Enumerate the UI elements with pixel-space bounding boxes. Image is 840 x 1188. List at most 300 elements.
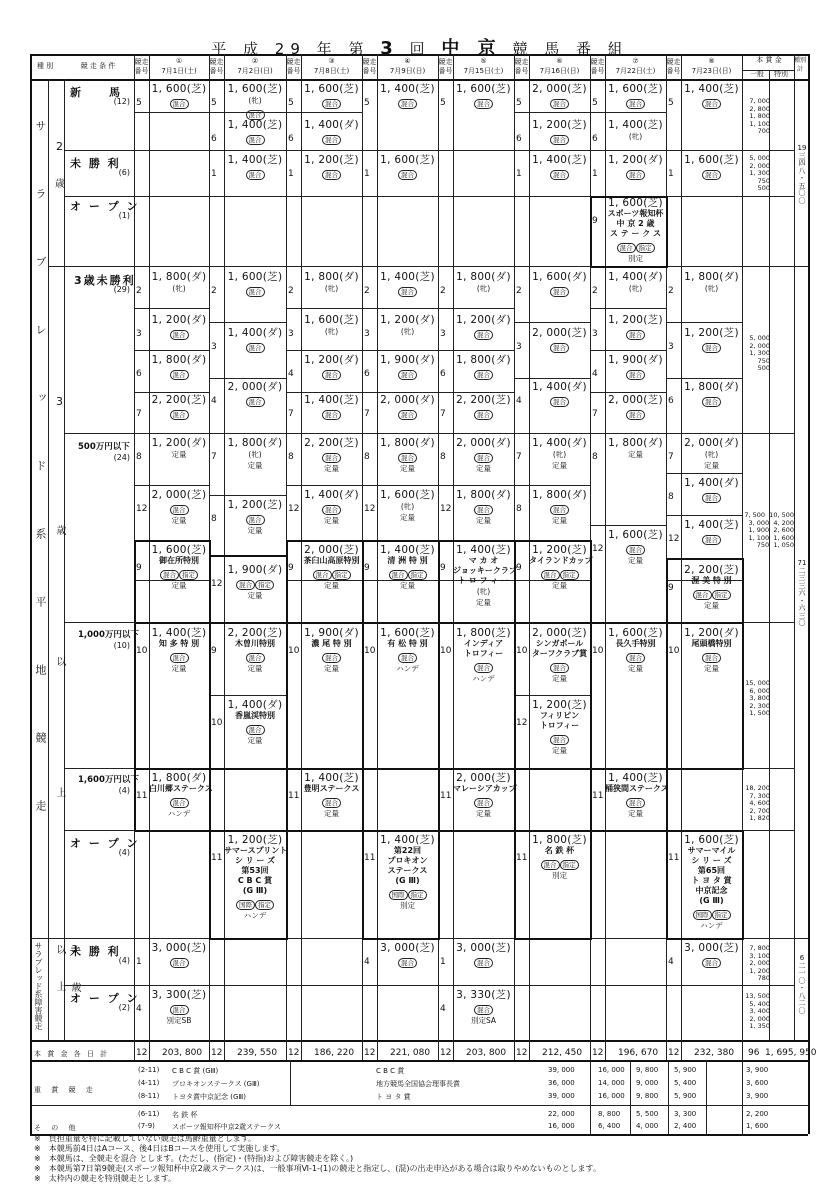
race-condition: (牝) <box>248 450 262 459</box>
race-mark: 混合 <box>398 653 417 663</box>
header-total-special: 特別 <box>774 70 788 78</box>
day-5-total: 203, 800 <box>466 1048 507 1058</box>
race-mark: 混合 <box>550 343 569 353</box>
race-number: 5 <box>516 98 522 108</box>
rule-h <box>286 350 362 351</box>
race-condition: (牝) <box>248 96 262 105</box>
race-number: 5 <box>364 98 370 108</box>
race-name: マレーシアカップ <box>453 784 517 793</box>
race-name: 御在所特別 <box>159 556 199 565</box>
race-body <box>149 355 209 380</box>
awards-label: 重 賞 競 走 <box>34 1086 97 1094</box>
race-distance: 3, 000(芝) <box>151 942 207 954</box>
race-body <box>529 628 590 684</box>
race-distance: 2, 000(芝) <box>532 327 587 339</box>
race-mark: 混合 <box>246 343 265 353</box>
race-weight: 定量 <box>247 591 263 600</box>
race-mark-row <box>377 449 438 463</box>
race-condition: (牝) <box>172 284 186 293</box>
race-mark: 混合 <box>550 505 569 515</box>
race-distance: 1, 600(芝) <box>608 197 663 209</box>
footnote-1: ※ 負担重量を特に記載していない競走は馬齢重量とします。 <box>34 1134 257 1143</box>
prize-block-4: 7, 500 10, 500 3, 000 4, 200 1, 900 2, 600 1, 100 1, 600 750 1, 050 <box>744 511 794 549</box>
rule-h <box>134 112 209 113</box>
race-body <box>377 490 438 523</box>
race-name: 渥 美 特 別 <box>691 576 732 585</box>
race-body <box>453 84 514 109</box>
prize-block-5: 15, 000 6, 000 3, 800 2, 300 1, 500 <box>745 679 770 717</box>
race-body <box>605 628 666 674</box>
race-number: 3 <box>364 329 370 339</box>
class-3-count: (1) <box>118 211 130 220</box>
race-weight: 定量 <box>476 464 491 473</box>
race-distance: 1, 600(ダ) <box>532 271 587 283</box>
header-race-no-5: 競走 番号 <box>438 58 453 75</box>
race-number: 1 <box>211 169 217 179</box>
race-distance: 2, 000(ダ) <box>684 437 739 449</box>
race-name: マ カ オ ジョッキークラブ ト ロ フ ィ ー <box>453 556 517 585</box>
race-body <box>681 155 742 180</box>
race-distance: 2, 000(ダ) <box>227 381 283 393</box>
race-mark: 混合 <box>322 505 341 515</box>
race-distance: 1, 800(ダ) <box>227 437 283 449</box>
header-race-no-6: 競走 番号 <box>514 58 529 75</box>
race-mark-row <box>529 131 590 145</box>
race-distance: 1, 800(ダ) <box>456 489 511 501</box>
race-number: 2 <box>592 286 598 296</box>
race-mark-row <box>301 366 362 380</box>
race-mark: 混合 <box>474 798 493 808</box>
rule-h <box>64 196 794 197</box>
race-number: 9 <box>364 563 370 573</box>
header-race-no-7: 競走 番号 <box>590 58 605 75</box>
race-mark-row <box>377 283 438 297</box>
race-number: 5 <box>440 98 446 108</box>
race-mark-row <box>301 449 362 463</box>
race-distance: 3, 000(芝) <box>456 942 511 954</box>
race-distance: 2, 000(芝) <box>532 83 587 95</box>
race-mark-row <box>453 449 514 463</box>
race-weight: ハンデ <box>700 921 723 930</box>
race-mark: 指定 <box>408 890 427 900</box>
race-number: 3 <box>136 329 142 339</box>
race-mark: 混合 <box>474 410 493 420</box>
race-body <box>377 545 438 591</box>
race-weight: 定量 <box>324 464 339 473</box>
race-number: 1 <box>288 169 294 179</box>
race-mark: 混合 <box>322 653 341 663</box>
race-mark: 混合 <box>541 570 560 580</box>
race-weight: 定量 <box>476 598 491 607</box>
header-total-general: 一般 <box>750 70 764 78</box>
race-number: 4 <box>668 957 674 967</box>
race-body <box>149 272 209 294</box>
race-body <box>529 490 590 526</box>
race-mark: 混合 <box>322 410 341 420</box>
race-name: 桶狭間ステークス <box>605 784 669 793</box>
race-number: 9 <box>136 563 142 573</box>
race-number: 10 <box>668 646 680 656</box>
race-mark-row <box>149 794 209 808</box>
race-mark: 混合 <box>398 410 417 420</box>
award-3-race: トヨタ賞中京記念 (GⅢ) <box>172 1093 246 1101</box>
class-7-count: (4) <box>118 786 130 795</box>
race-body <box>605 198 666 264</box>
race-number: 4 <box>592 369 598 379</box>
other-2-race: スポーツ報知杯中京2歳ステークス <box>172 1123 281 1131</box>
race-mark-row <box>529 731 590 745</box>
award-1-value-5: 3, 900 <box>746 1066 769 1074</box>
race-number: 11 <box>516 853 528 863</box>
race-body <box>681 835 742 931</box>
rule-h <box>514 322 590 323</box>
race-body <box>681 628 742 674</box>
class-2-name: 未 勝 利 <box>70 157 121 170</box>
class-10-name: オ ー プ ン <box>70 992 140 1005</box>
race-mark: 混合 <box>170 370 189 380</box>
day-6-date: 7月16日(日) <box>539 67 580 75</box>
race-number: 1 <box>592 169 598 179</box>
race-distance: 1, 800(ダ) <box>456 354 511 366</box>
grand-count: 96 <box>748 1048 760 1058</box>
race-distance: 3, 000(芝) <box>684 942 739 954</box>
race-body <box>681 382 742 407</box>
race-number: 11 <box>668 853 680 863</box>
race-mark: 混合 <box>474 958 493 968</box>
race-number: 5 <box>211 98 217 108</box>
race-body <box>529 120 590 145</box>
day-7-date: 7月22日(土) <box>615 67 656 75</box>
race-mark-row <box>301 566 362 580</box>
race-mark: 混合 <box>626 170 645 180</box>
race-mark-row <box>529 393 590 407</box>
race-mark-row <box>605 326 666 340</box>
race-number: 4 <box>211 396 217 406</box>
race-mark: 混合 <box>474 330 493 340</box>
race-weight: ハンデ <box>167 809 191 818</box>
side-age3: 3 <box>56 395 63 408</box>
race-body <box>301 120 362 145</box>
race-body <box>453 355 514 380</box>
race-distance: 1, 600(芝) <box>608 83 663 95</box>
race-mark-row <box>453 95 514 109</box>
side-age2-unit: 歳 <box>55 179 65 190</box>
day-1-race-count: 12 <box>136 1048 148 1058</box>
race-body <box>377 272 438 297</box>
race-number: 7 <box>288 409 294 419</box>
race-condition: (牝) <box>400 502 415 511</box>
prize-block-7: 7, 800 3, 100 2, 000 1, 200 780 <box>749 944 770 982</box>
race-mark: 混合 <box>550 663 569 673</box>
race-weight: 定量 <box>247 461 263 470</box>
rule-h <box>134 392 209 393</box>
race-name: 尾頭橋特別 <box>691 639 732 648</box>
rule-h <box>64 150 794 151</box>
race-mark: 混合 <box>398 170 417 180</box>
race-name: フィリピン トロフィー <box>539 711 580 730</box>
race-body <box>149 545 209 591</box>
race-weight: 定量 <box>171 581 187 590</box>
race-mark-row <box>149 649 209 663</box>
race-weight: 定量 <box>476 516 491 525</box>
race-distance: 1, 200(芝) <box>532 699 587 711</box>
race-mark: 指定 <box>712 590 731 600</box>
race-distance: 1, 800(ダ) <box>151 271 207 283</box>
race-body <box>453 772 517 819</box>
race-body <box>529 544 593 591</box>
race-number: 12 <box>440 504 452 514</box>
race-distance: 1, 400(芝) <box>608 119 663 131</box>
race-number: 1 <box>136 957 142 967</box>
day-8-number: ⑧ <box>708 57 715 65</box>
other-2-ref: (7-9) <box>138 1122 155 1130</box>
race-number: 9 <box>211 646 217 656</box>
race-mark: 混合 <box>170 410 189 420</box>
race-body <box>605 84 666 109</box>
race-mark: 混合 <box>617 243 636 253</box>
race-mark-row <box>377 566 438 580</box>
race-body <box>377 84 438 109</box>
race-name: 名 鉄 杯 <box>544 846 575 855</box>
rule-h <box>590 350 666 351</box>
race-body <box>377 628 438 674</box>
race-weight: 定量 <box>552 581 567 590</box>
race-mark: 混合 <box>693 590 712 600</box>
race-distance: 1, 400(芝) <box>684 519 739 531</box>
class-4-count: (29) <box>113 285 130 294</box>
race-distance: 1, 900(ダ) <box>608 354 663 366</box>
race-mark: 混合 <box>702 653 721 663</box>
award-2-value-2: 14, 000 <box>598 1079 625 1087</box>
race-body <box>377 835 438 911</box>
race-distance: 1, 400(ダ) <box>304 119 359 131</box>
race-distance: 1, 400(芝) <box>227 119 283 131</box>
race-distance: 1, 900(ダ) <box>380 354 435 366</box>
race-mark-row <box>301 131 362 145</box>
race-mark-row <box>681 166 742 180</box>
race-mark: 混合 <box>246 397 265 407</box>
rule-v <box>794 54 795 1040</box>
race-number: 9 <box>668 583 674 593</box>
race-body <box>149 628 209 674</box>
race-mark-row <box>377 406 438 420</box>
race-weight: 別定 <box>400 901 415 910</box>
race-body <box>224 328 286 353</box>
race-distance: 1, 400(芝) <box>684 83 739 95</box>
award-2-value-4: 5, 400 <box>674 1079 697 1087</box>
other-2-value-2: 6, 400 <box>598 1122 621 1130</box>
race-mark-row <box>529 856 590 870</box>
race-number: 9 <box>516 563 522 573</box>
day-1-date: 7月1日(土) <box>161 67 197 75</box>
race-weight: 定量 <box>247 526 263 535</box>
race-mark-row <box>453 501 514 515</box>
race-mark-row <box>681 649 742 663</box>
race-weight: 定量 <box>704 461 719 470</box>
race-name: サマーマイル シ リ ー ズ 第65回 ト ヨ タ 賞 中京記念 (G Ⅲ) <box>687 846 736 905</box>
race-body <box>605 530 666 566</box>
race-body <box>453 395 514 420</box>
day-3-total: 186, 220 <box>314 1048 355 1058</box>
other-1-value-3: 5, 500 <box>636 1110 659 1118</box>
race-distance: 1, 600(芝) <box>608 529 663 541</box>
race-condition: (牝) <box>400 327 415 336</box>
rule-h <box>209 495 286 496</box>
award-1-value-1: 39, 000 <box>548 1066 575 1074</box>
race-name: 濃 尾 特 別 <box>311 639 352 648</box>
race-number: 6 <box>136 369 142 379</box>
rule-h <box>134 350 209 351</box>
race-distance: 1, 400(芝) <box>456 544 511 556</box>
award-2-value-5: 3, 600 <box>746 1079 769 1087</box>
race-number: 9 <box>288 563 294 573</box>
race-number: 8 <box>592 452 598 462</box>
race-condition: (牝) <box>628 132 643 141</box>
race-name: スポーツ報知杯 中 京 2 歳 ス テ ー ク ス <box>607 209 664 238</box>
race-distance: 1, 400(芝) <box>304 772 359 784</box>
race-mark: 混合 <box>550 170 569 180</box>
race-number: 11 <box>364 853 376 863</box>
race-mark: 混合 <box>474 1005 493 1015</box>
race-mark-row <box>605 239 666 253</box>
rule-v <box>668 1060 669 1134</box>
race-number: 8 <box>440 452 446 462</box>
race-weight: 定量 <box>628 556 643 565</box>
race-number: 1 <box>668 169 674 179</box>
race-weight: 定量 <box>628 809 643 818</box>
race-number: 12 <box>364 504 376 514</box>
race-mark-row <box>529 566 590 580</box>
race-mark-row <box>377 954 438 968</box>
day-5-date: 7月15日(土) <box>463 67 504 75</box>
race-distance: 1, 800(ダ) <box>151 354 207 366</box>
race-body <box>149 490 209 526</box>
race-body <box>301 272 362 294</box>
race-distance: 1, 200(芝) <box>304 154 359 166</box>
race-condition: (牝) <box>324 327 339 336</box>
rule-h <box>514 485 590 486</box>
race-body <box>301 438 362 474</box>
side-jump: サラブレッド系障害競走 <box>34 942 43 1030</box>
race-mark: 指定 <box>636 243 655 253</box>
race-weight: 別定SA <box>470 1016 497 1025</box>
race-number: 10 <box>592 646 604 656</box>
rule-h <box>666 515 742 516</box>
rule-h <box>666 473 742 474</box>
race-mark: 混合 <box>170 99 189 109</box>
race-mark-row <box>529 95 590 109</box>
other-1-ref: (6-11) <box>138 1110 160 1118</box>
race-distance: 1, 600(芝) <box>227 271 283 283</box>
class-6-name: 1,000万円以下 <box>78 630 139 640</box>
race-distance: 1, 800(ダ) <box>684 271 739 283</box>
race-distance: 1, 800(ダ) <box>380 437 435 449</box>
race-number: 12 <box>516 718 528 728</box>
day-6-race-count: 12 <box>516 1048 528 1058</box>
race-mark-row <box>149 406 209 420</box>
race-body <box>529 835 590 881</box>
race-distance: 1, 600(芝) <box>684 834 739 846</box>
other-2-value-3: 4, 000 <box>636 1122 659 1130</box>
race-mark-row <box>453 326 514 340</box>
race-number: 12 <box>211 579 223 589</box>
race-name: 長久手特別 <box>615 639 656 648</box>
award-3-value-2: 16, 000 <box>598 1092 625 1100</box>
race-distance: 1, 400(ダ) <box>608 271 663 283</box>
day-8-total: 232, 380 <box>694 1048 735 1058</box>
race-mark: 混合 <box>170 505 189 515</box>
race-body <box>224 272 286 297</box>
other-2-value-4: 2, 400 <box>674 1122 697 1130</box>
race-mark: 混合 <box>246 135 265 145</box>
race-distance: 2, 000(芝) <box>608 394 663 406</box>
day-5-race-count: 12 <box>440 1048 452 1058</box>
race-mark-row <box>149 95 209 109</box>
race-distance: 1, 400(芝) <box>380 544 435 556</box>
race-body <box>681 520 742 545</box>
race-mark-row <box>681 393 742 407</box>
race-weight: 定量 <box>400 513 415 522</box>
rule-h <box>438 350 514 351</box>
race-weight: 定量 <box>400 581 415 590</box>
race-body <box>377 395 438 420</box>
rule-h <box>438 308 514 309</box>
race-body <box>529 438 590 471</box>
race-weight: 定量 <box>400 464 415 473</box>
day-3-number: ③ <box>328 57 335 65</box>
other-1-value-2: 8, 800 <box>598 1110 621 1118</box>
race-distance: 1, 200(ダ) <box>380 314 435 326</box>
race-mark: 混合 <box>322 798 341 808</box>
race-name: 有 松 特 別 <box>387 639 428 648</box>
race-distance: 1, 600(芝) <box>151 83 207 95</box>
rule-h <box>30 1040 808 1042</box>
race-mark: 混合 <box>702 343 721 353</box>
race-number: 2 <box>516 286 522 296</box>
race-mark: 指定 <box>560 860 579 870</box>
race-number: 10 <box>288 646 300 656</box>
race-mark: 指定 <box>179 570 198 580</box>
race-condition: (牝) <box>476 587 491 596</box>
race-distance: 1, 400(芝) <box>151 627 207 639</box>
race-mark-row <box>224 131 286 145</box>
race-weight: 別定 <box>552 871 567 880</box>
race-number: 6 <box>440 369 446 379</box>
race-weight: 定量 <box>324 809 339 818</box>
award-3-value-1: 39, 000 <box>548 1092 575 1100</box>
header-total: 本 賞 金 <box>756 56 782 64</box>
race-number: 3 <box>211 342 217 352</box>
class-10-count: (2) <box>118 1003 130 1012</box>
rule-v <box>769 70 770 1040</box>
race-mark-row <box>529 166 590 180</box>
race-distance: 1, 900(ダ) <box>227 564 283 576</box>
race-body <box>301 773 362 819</box>
race-mark-row <box>149 954 209 968</box>
race-mark-row <box>301 794 362 808</box>
race-body <box>529 155 590 180</box>
race-mark: 混合 <box>170 1005 189 1015</box>
race-body <box>453 315 514 340</box>
other-1-value-5: 2, 200 <box>746 1110 769 1118</box>
class-1-name: 新 馬 <box>70 86 122 99</box>
rule-h <box>134 485 209 486</box>
race-weight: ハンデ <box>472 674 495 683</box>
race-mark-row <box>149 501 209 515</box>
race-number: 2 <box>211 286 217 296</box>
race-name: 知 多 特 別 <box>158 639 200 648</box>
race-body <box>453 544 517 608</box>
